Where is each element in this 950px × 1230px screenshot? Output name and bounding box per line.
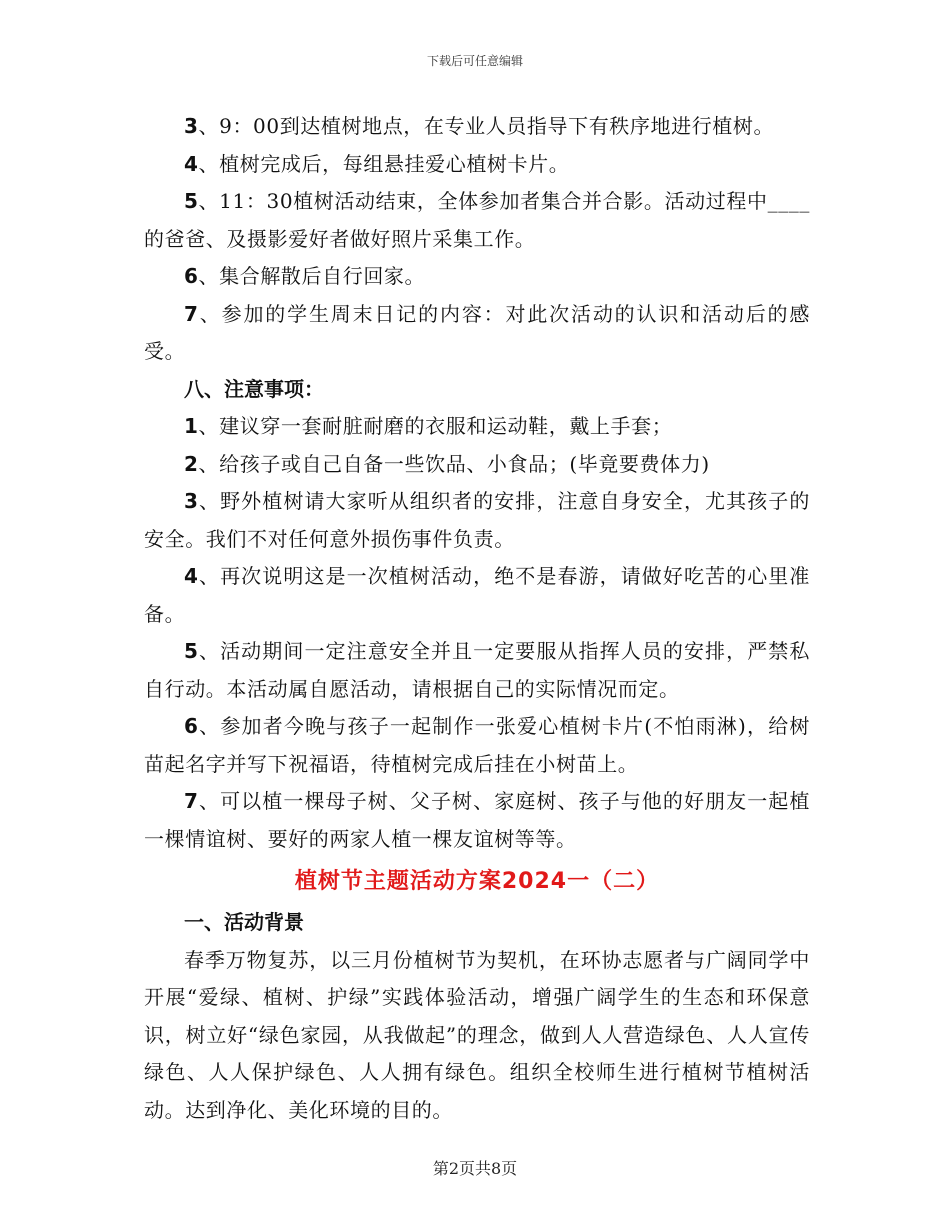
- item-text: 、活动期间一定注意安全并且一定要服从指挥人员的安排，严禁私自行动。本活动属自愿活动，请根据自己的实际情况而定。: [144, 639, 810, 701]
- list-item: [144, 296, 810, 371]
- item-text: 、可以植一棵母子树、父子树、家庭树、孩子与他的好朋友一起植一棵情谊树、要好的两家人植一棵友谊树等等。: [144, 789, 810, 851]
- item-number: 3: [184, 489, 199, 513]
- document-title: 植树节主题活动方案2024一（二）: [294, 869, 660, 894]
- item-text: 、9：00到达植树地点，在专业人员指导下有秩序地进行植树。: [198, 114, 775, 138]
- item-number: 2: [184, 451, 199, 476]
- header-note: 下载后可任意编辑: [426, 54, 523, 68]
- item-text: 、集合解散后自行回家。: [198, 264, 426, 288]
- item-text: 、野外植树请大家听从组织者的安排，注意自身安全，尤其孩子的安全。我们不对任何意外损伤事件负责。: [144, 489, 810, 551]
- list-item: [144, 146, 810, 184]
- item-text: 、参加者今晚与孩子一起制作一张爱心植树卡片(不怕雨淋)，给树苗起名字并写下祝福语，待植树完成后挂在小树苗上。: [144, 714, 810, 776]
- page-number: 第2页共8页: [432, 1159, 518, 1178]
- item-text: 、11：30植树活动结束，全体参加者集合并合影。活动过程中____的爸爸、及摄影爱好者做好照片采集工作。: [144, 189, 810, 251]
- item-number: 5: [184, 189, 199, 213]
- item-text: 、建议穿一套耐脏耐磨的衣服和运动鞋，戴上手套；: [198, 414, 673, 438]
- item-text: 、再次说明这是一次植树活动，绝不是春游，请做好吃苦的心里准备。: [144, 564, 810, 626]
- list-item: [144, 483, 810, 558]
- list-item: [144, 708, 810, 783]
- list-item: [144, 446, 810, 484]
- item-number: 4: [184, 151, 199, 176]
- list-item: [144, 183, 810, 258]
- item-number: 4: [184, 564, 199, 588]
- item-number: 7: [184, 301, 199, 326]
- item-number: 5: [184, 639, 199, 663]
- list-item: [144, 108, 810, 146]
- section-heading-precautions: 八、注意事项：: [184, 376, 324, 401]
- item-number: 7: [184, 789, 199, 813]
- list-item: [144, 633, 810, 708]
- item-number: 6: [184, 264, 199, 288]
- item-number: 3: [184, 114, 199, 138]
- item-text: 、植树完成后，每组悬挂爱心植树卡片。: [198, 151, 570, 176]
- item-number: 1: [184, 414, 199, 438]
- item-number: 6: [184, 714, 199, 738]
- item-text: 、参加的学生周末日记的内容：对此次活动的认识和活动后的感受。: [144, 301, 810, 363]
- background-paragraph: 春季万物复苏，以三月份植树节为契机，在环协志愿者与广阔同学中开展“爱绿、植树、护绿”实践体验活动，增强广阔学生的生态和环保意识，树立好“绿色家园，从我做起”的理念，做到人人营造绿色、人人宣传绿色、人人保护绿色、人人拥有绿色。组织全校师生进行植树节植树活动。达到净化、美化环境的目的。: [144, 947, 810, 1122]
- list-item: [144, 408, 810, 446]
- list-item: [144, 258, 810, 296]
- list-item: [144, 783, 810, 858]
- list-item: [144, 558, 810, 633]
- item-text: 、给孩子或自己自备一些饮品、小食品；(毕竟要费体力): [198, 451, 710, 476]
- document-body: [144, 108, 810, 1129]
- section-heading-background: 一、活动背景: [184, 910, 304, 934]
